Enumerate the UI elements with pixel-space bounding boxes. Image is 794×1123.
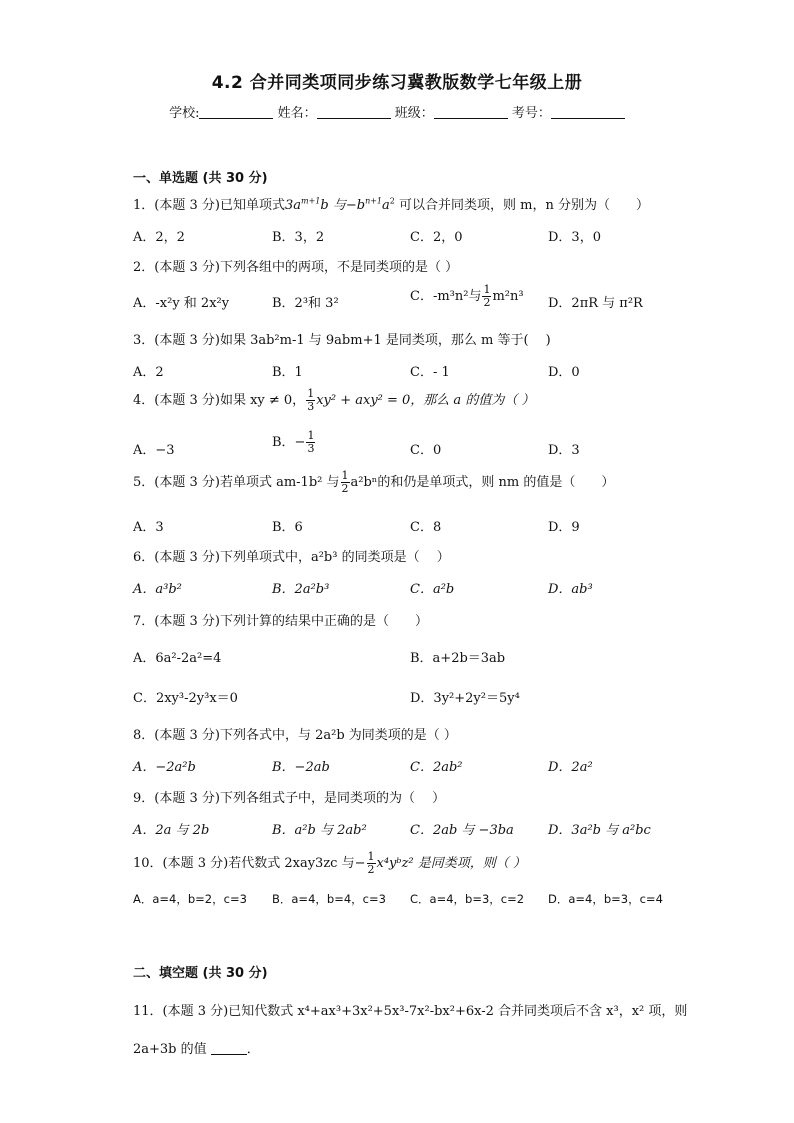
q4-stem-end: xy² + axy² = 0，那么 a 的值为（ ） xyxy=(316,393,535,408)
q9-option-a[interactable]: A．2a 与 2b xyxy=(133,823,210,838)
q4-stem: 4．(本题 3 分)如果 xy ≠ 0， xyxy=(133,393,306,408)
question-11: 11．(本题 3 分)已知代数式 x⁴+ax³+3x²+5x³-7x²-bx²+6x-2 合并同类项后不含 x³，x² 项，则 xyxy=(133,1004,688,1019)
q1-stem-end: 可以合并同类项，则 m，n 分别为（ ） xyxy=(394,198,649,213)
question-1 xyxy=(133,194,649,213)
q10-option-d[interactable]: D．a=4，b=3，c=4 xyxy=(548,892,663,906)
number-label: 考号： xyxy=(511,106,551,121)
q1-option-d[interactable]: D．3，0 xyxy=(548,230,601,245)
q11-text: 2a+3b 的值 xyxy=(133,1042,207,1057)
question-4 xyxy=(133,388,534,413)
class-field[interactable] xyxy=(434,105,508,119)
q5-stem-end: a²bⁿ的和仍是单项式，则 nm 的值是（ ） xyxy=(350,475,615,490)
class-label: 班级： xyxy=(394,106,434,121)
name-label: 姓名： xyxy=(277,106,317,121)
q7-option-b[interactable]: B．a+2b＝3ab xyxy=(410,651,506,666)
question-8: 8．(本题 3 分)下列各式中，与 2a²b 为同类项的是（ ） xyxy=(133,728,457,743)
q4-option-c[interactable]: C．0 xyxy=(410,443,442,458)
q2-c-term: m²n³ xyxy=(492,289,524,304)
q1-stem: 1．(本题 3 分)已知单项式 xyxy=(133,198,285,213)
page-title: 4.2 合并同类项同步练习冀教版数学七年级上册 xyxy=(211,73,583,93)
question-3: 3．(本题 3 分)如果 3ab²m-1 与 9abm+1 是同类项，那么 m 等于( ) xyxy=(133,333,551,348)
q2-option-c[interactable] xyxy=(410,284,524,309)
q4-option-a[interactable]: A．−3 xyxy=(133,443,175,458)
q8-option-c[interactable]: C．2ab² xyxy=(410,760,463,775)
q4-option-b[interactable] xyxy=(272,430,316,455)
q1-exp3: 2 xyxy=(389,196,395,206)
q1-exp2: n+1 xyxy=(365,196,383,206)
q10-stem: 10．(本题 3 分)若代数式 2xay3zc 与 xyxy=(133,856,355,871)
q8-option-b[interactable]: B．−2ab xyxy=(272,760,330,775)
q4-b-fraction: $\frac{1}{3}$ xyxy=(307,429,315,455)
question-2: 2．(本题 3 分)下列各组中的两项，不是同类项的是（ ） xyxy=(133,260,459,275)
section-heading-fill-blank: 二、填空题 (共 30 分) xyxy=(133,966,268,981)
q1-option-c[interactable]: C．2，0 xyxy=(410,230,463,245)
q4-option-d[interactable]: D．3 xyxy=(548,443,580,458)
q2-c-text: C．-m³n²与 xyxy=(410,289,482,304)
q8-option-a[interactable]: A．−2a²b xyxy=(133,760,196,775)
q6-option-b[interactable]: B．2a²b³ xyxy=(272,582,330,597)
q11-answer-blank[interactable] xyxy=(211,1042,247,1055)
q9-option-b[interactable]: B．a²b 与 2ab² xyxy=(272,823,367,838)
q7-option-d[interactable]: D．3y²+2y²＝5y⁴ xyxy=(410,691,520,706)
q3-option-a[interactable]: A．2 xyxy=(133,365,164,380)
question-11-line2 xyxy=(133,1038,260,1057)
q10-option-a[interactable]: A．a=4，b=2，c=3 xyxy=(133,892,247,906)
q7-option-c[interactable]: C．2xy³-2y³x＝0 xyxy=(133,691,238,706)
q9-option-c[interactable]: C．2ab 与 −3ba xyxy=(410,823,514,838)
q2-option-b[interactable]: B．2³和 3² xyxy=(272,296,339,311)
q5-option-c[interactable]: C．8 xyxy=(410,520,442,535)
q5-fraction: $\frac{1}{2}$ xyxy=(341,469,349,495)
q2-option-d[interactable]: D．2πR 与 π²R xyxy=(548,296,643,311)
q10-stem-end: x⁴yᵇz² 是同类项，则（ ） xyxy=(376,856,526,871)
q1-option-a[interactable]: A．2，2 xyxy=(133,230,185,245)
q1-term1: 3a xyxy=(284,198,301,213)
q2-option-a[interactable]: A．-x²y 和 2x²y xyxy=(133,296,230,311)
school-label: 学校: xyxy=(169,106,200,121)
q3-option-d[interactable]: D．0 xyxy=(548,365,580,380)
q10-minus: − xyxy=(354,856,366,871)
q1-term2: b 与 xyxy=(320,198,346,213)
q10-option-c[interactable]: C．a=4，b=3，c=2 xyxy=(410,892,525,906)
section-heading-single-choice: 一、单选题 (共 30 分) xyxy=(133,171,268,186)
q2-c-fraction: $\frac{1}{2}$ xyxy=(483,283,491,309)
question-6: 6．(本题 3 分)下列单项式中，a²b³ 的同类项是（ ） xyxy=(133,550,450,565)
q5-option-a[interactable]: A．3 xyxy=(133,520,164,535)
q6-option-d[interactable]: D．ab³ xyxy=(548,582,593,597)
q8-option-d[interactable]: D．2a² xyxy=(548,760,593,775)
q4-fraction: $\frac{1}{3}$ xyxy=(307,387,315,413)
number-field[interactable] xyxy=(551,105,625,119)
q4-b-text: B．− xyxy=(272,435,306,450)
q3-option-b[interactable]: B．1 xyxy=(272,365,303,380)
q3-option-c[interactable]: C．- 1 xyxy=(410,365,450,380)
q1-term3: −b xyxy=(345,198,366,213)
q5-stem: 5．(本题 3 分)若单项式 am-1b² 与 xyxy=(133,475,340,490)
q1-option-b[interactable]: B．3，2 xyxy=(272,230,325,245)
question-10 xyxy=(133,851,526,876)
q6-option-c[interactable]: C．a²b xyxy=(410,582,455,597)
name-field[interactable] xyxy=(317,105,391,119)
q11-period: ． xyxy=(246,1042,260,1057)
student-info-line xyxy=(0,102,794,121)
q10-option-b[interactable]: B．a=4，b=4，c=3 xyxy=(272,892,386,906)
q5-option-d[interactable]: D．9 xyxy=(548,520,580,535)
q5-option-b[interactable]: B．6 xyxy=(272,520,303,535)
question-7: 7．(本题 3 分)下列计算的结果中正确的是（ ） xyxy=(133,614,428,629)
q6-option-a[interactable]: A．a³b² xyxy=(133,582,182,597)
school-field[interactable] xyxy=(199,105,273,119)
question-5 xyxy=(133,470,614,495)
q7-option-a[interactable]: A．6a²-2a²=4 xyxy=(133,651,222,666)
question-9: 9．(本题 3 分)下列各组式子中，是同类项的为（ ） xyxy=(133,791,446,806)
q10-fraction: $\frac{1}{2}$ xyxy=(367,850,375,876)
q1-exp1: m+1 xyxy=(300,196,321,206)
q1-term4: a xyxy=(382,198,390,213)
q9-option-d[interactable]: D．3a²b 与 a²bc xyxy=(548,823,651,838)
